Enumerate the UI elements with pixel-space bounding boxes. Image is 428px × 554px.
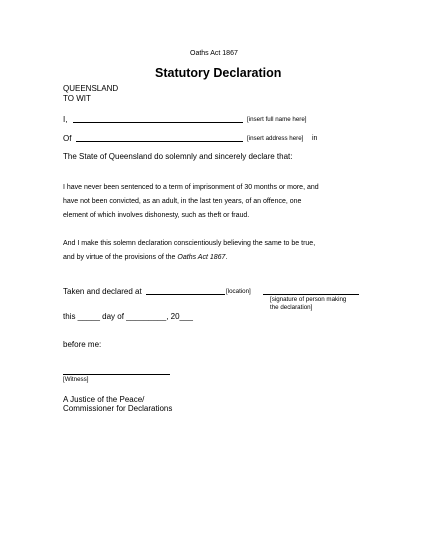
jurisdiction-state: QUEENSLAND [63,84,119,93]
act-name: Oaths Act 1867 [177,254,226,261]
solemn-line-2-text: and by virtue of the provisions of the [63,254,176,261]
signature-hint: [signature of person making [270,296,347,303]
address-suffix: in [312,135,318,142]
officer-title-line-2: Commissioner for Declarations [63,404,173,413]
solemn-line-2 [63,254,227,261]
address-hint: [insert address here] [247,135,304,142]
statement-line: I have never been sentenced to a term of imprisonment of 30 months or more, and [63,184,319,191]
act-reference: Oaths Act 1867 [190,50,238,57]
witness-signature-field[interactable] [63,374,170,375]
officer-title-line-1: A Justice of the Peace/ [63,395,145,404]
taken-declared-label: Taken and declared at [63,287,142,296]
address-prefix: Of [63,134,72,143]
before-me-label: before me: [63,340,102,349]
witness-hint: [Witness] [63,376,89,383]
signature-hint-cont: the declaration] [270,304,313,311]
jurisdiction-to-wit: TO WIT [63,94,91,103]
name-prefix: I, [63,115,68,124]
location-field[interactable] [146,294,225,295]
document-title: Statutory Declaration [155,66,282,80]
full-name-field[interactable] [73,122,243,123]
declarant-signature-field[interactable] [263,294,359,295]
statement-line: have not been convicted, as an adult, in the last ten years, of an offence, one [63,198,302,205]
declaration-intro: The State of Queensland do solemnly and sincerely declare that: [63,152,293,161]
full-name-hint: [insert full name here] [247,116,307,123]
solemn-line-1: And I make this solemn declaration conscientiously believing the same to be true, [63,240,316,247]
address-field[interactable] [76,141,243,142]
solemn-line-2-end: . [225,254,228,261]
location-hint: [location] [226,288,251,295]
statement-line: element of which involves dishonesty, such as theft or fraud. [63,212,250,219]
date-line[interactable]: this _____ day of _________, 20___ [63,312,193,321]
